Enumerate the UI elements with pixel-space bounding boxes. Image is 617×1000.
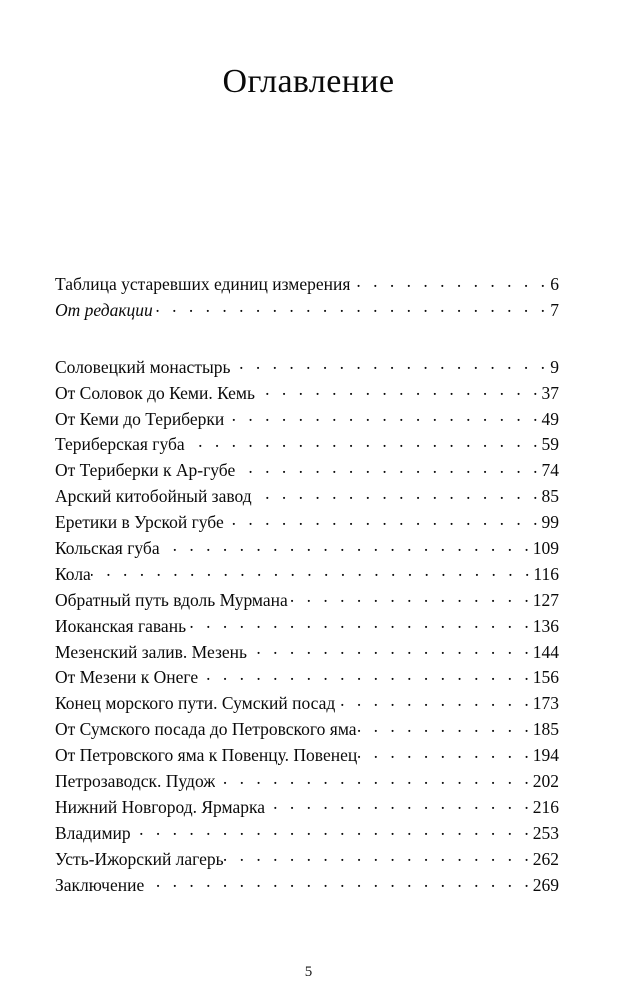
toc-entry[interactable] — [55, 795, 559, 821]
page-title: Оглавление — [222, 63, 395, 100]
toc-entry-page-number: 262 — [532, 848, 559, 869]
toc-entry[interactable] — [55, 407, 559, 433]
toc-entry[interactable] — [55, 665, 559, 691]
toc-dot-leader — [91, 562, 534, 580]
toc-entry-page-number: 99 — [541, 512, 559, 533]
toc-entry-page-number: 253 — [532, 822, 559, 843]
toc-entry-title: От Петровского яма к Повенцу. Повенец — [55, 745, 358, 766]
toc-entry[interactable] — [55, 743, 559, 769]
toc-dot-leader — [160, 537, 533, 555]
toc-group-front-matter — [55, 272, 559, 324]
toc-dot-leader — [247, 640, 533, 658]
toc-entry-page-number: 156 — [532, 667, 559, 688]
toc-entry-page-number: 216 — [532, 796, 559, 817]
toc-entry[interactable] — [55, 562, 559, 588]
toc-entry-title: От Соловок до Кеми. Кемь — [55, 382, 255, 403]
toc-entry[interactable] — [55, 717, 559, 743]
toc-entry-title: Усть-Ижорский лагерь — [55, 848, 224, 869]
toc-entry-title: От редакции — [55, 299, 153, 320]
toc-dot-leader — [235, 459, 541, 477]
toc-dot-leader — [224, 407, 541, 425]
toc-entry-title: Кольская губа — [55, 538, 160, 559]
toc-entry-page-number: 116 — [533, 563, 559, 584]
toc-entry-page-number: 194 — [532, 745, 559, 766]
toc-entry[interactable] — [55, 821, 559, 847]
toc-group-separator — [55, 324, 559, 355]
toc-entry-title: Петрозаводск. Пудож — [55, 771, 216, 792]
toc-entry-title: Мезенский залив. Мезень — [55, 641, 248, 662]
toc-entry-page-number: 202 — [532, 771, 559, 792]
toc-entry[interactable] — [55, 614, 559, 640]
toc-entry-title: Териберская губа — [55, 434, 185, 455]
toc-entry-title: Владимир — [55, 822, 131, 843]
toc-entry-page-number: 144 — [532, 641, 559, 662]
toc-entry[interactable] — [55, 640, 559, 666]
toc-entry-page-number: 85 — [541, 486, 559, 507]
toc-entry-title: От Мезени к Онеге — [55, 667, 199, 688]
toc-entry-page-number: 173 — [532, 693, 559, 714]
toc-dot-leader — [255, 381, 542, 399]
toc-entry-title: Иоканская гавань — [55, 615, 187, 636]
toc-entry-title: От Сумского посада до Петровского яма — [55, 719, 357, 740]
toc-entry-page-number: 9 — [550, 356, 559, 377]
toc-entry-page-number: 59 — [541, 434, 559, 455]
toc-entry-title: Конец морского пути. Сумский посад — [55, 693, 336, 714]
toc-entry[interactable] — [55, 381, 559, 407]
toc-entry-title: Кола — [55, 563, 91, 584]
toc-dot-leader — [357, 744, 533, 762]
toc-entry-title: Нижний Новгород. Ярмарка — [55, 796, 265, 817]
toc-entry[interactable] — [55, 873, 559, 899]
toc-entry[interactable] — [55, 536, 559, 562]
toc-entry[interactable] — [55, 355, 559, 381]
toc-dot-leader — [230, 355, 549, 373]
toc-dot-leader — [186, 614, 533, 632]
toc-entry-page-number: 127 — [532, 589, 559, 610]
toc-entry-page-number: 185 — [532, 719, 559, 740]
toc-dot-leader — [131, 821, 533, 839]
toc-entry-title: Обратный путь вдоль Мурмана — [55, 589, 288, 610]
toc-entry-title: От Териберки к Ар-губе — [55, 460, 236, 481]
toc-entry[interactable] — [55, 272, 559, 298]
toc-entry[interactable] — [55, 769, 559, 795]
toc-dot-leader — [144, 873, 533, 891]
toc-dot-leader — [224, 511, 542, 529]
toc-entry-page-number: 6 — [550, 274, 559, 294]
toc-entry[interactable] — [55, 510, 559, 536]
toc-entry[interactable] — [55, 298, 559, 324]
toc-dot-leader — [185, 433, 542, 451]
toc-entry-page-number: 74 — [541, 460, 559, 481]
toc-dot-leader — [198, 666, 533, 684]
toc-entry[interactable] — [55, 484, 559, 510]
toc-entry-page-number: 269 — [532, 874, 559, 895]
toc-dot-leader — [288, 588, 533, 606]
toc-entry-title: Арский китобойный завод — [55, 486, 252, 507]
toc-entry[interactable] — [55, 847, 559, 873]
toc-entry-title: Таблица устаревших единиц измерения — [55, 274, 351, 294]
toc-entry-page-number: 136 — [532, 615, 559, 636]
toc-entry-title: От Кеми до Териберки — [55, 408, 225, 429]
toc-entry-page-number: 37 — [541, 382, 559, 403]
toc-dot-leader — [350, 273, 549, 291]
toc-dot-leader — [215, 770, 532, 788]
toc-group-chapters — [55, 355, 559, 899]
table-of-contents — [55, 272, 559, 898]
toc-dot-leader — [335, 692, 532, 710]
page-number: 5 — [304, 964, 313, 980]
toc-entry-page-number: 7 — [550, 299, 559, 320]
toc-entry-page-number: 109 — [532, 538, 559, 559]
toc-dot-leader — [252, 485, 542, 503]
toc-entry-title: Заключение — [55, 874, 145, 895]
toc-entry[interactable] — [55, 458, 559, 484]
toc-dot-leader — [153, 298, 549, 316]
toc-entry-title: Еретики в Урской губе — [55, 512, 224, 533]
toc-entry[interactable] — [55, 691, 559, 717]
toc-entry[interactable] — [55, 432, 559, 458]
toc-dot-leader — [265, 795, 533, 813]
toc-dot-leader — [224, 847, 533, 865]
toc-entry[interactable] — [55, 588, 559, 614]
toc-dot-leader — [357, 718, 533, 736]
toc-entry-page-number: 49 — [541, 408, 559, 429]
toc-entry-title: Соловецкий монастырь — [55, 356, 231, 377]
